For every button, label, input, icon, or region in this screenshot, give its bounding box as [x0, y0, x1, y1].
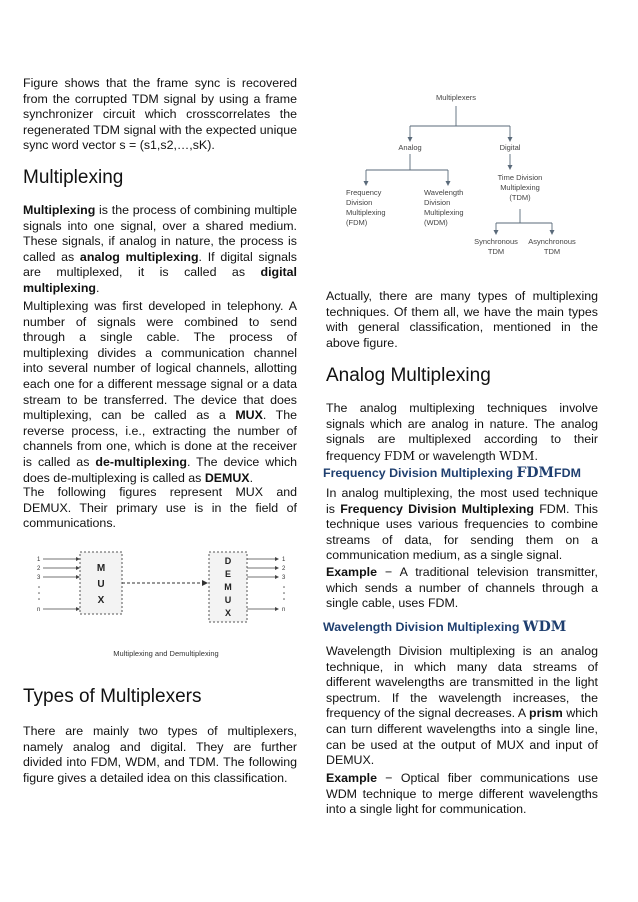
- demux-output-label: 3: [282, 575, 286, 581]
- term-demux: DEMUX: [204, 470, 250, 485]
- heading-types-of-multiplexers: Types of Multiplexers: [23, 686, 202, 707]
- tree-node-tdm-line: Multiplexing: [500, 183, 540, 192]
- term-mux: MUX: [235, 408, 263, 423]
- term-prism: prism: [529, 706, 563, 721]
- paragraph-multiplexing-history: Multiplexing was first developed in telephony. A number of signals were combined to send through a single cable. The process of multiplexing divides a communication channel into several number of logical channels, allotting each one for a different message signal or a data stream to be transferred. The device that does multiplexing, can be called as a MUX. The reverse process, i.e., extracting the number of channels from one, which is done at the receiver is called as de-multiplexing. The device which does de-multiplexing is called as DEMUX.: [23, 299, 298, 485]
- paragraph-wdm-example: Example − Optical fiber communications use WDM technique to merge different wavelengths into a single light for communication.: [326, 771, 598, 817]
- mux-letter: X: [97, 595, 105, 606]
- paragraph-fdm-example: Example − A traditional television transmitter, which sends a number of channels through a single cable, uses FDM.: [326, 565, 598, 611]
- demux-letter: E: [224, 569, 232, 579]
- term-analog-multiplexing: analog multiplexing: [79, 249, 199, 264]
- tree-node-sync-tdm: Synchronous: [474, 237, 518, 246]
- demux-output-lines: [247, 559, 275, 609]
- term-digital-multiplexing: digital multiplexing: [23, 265, 297, 295]
- demux-letter: D: [224, 556, 232, 566]
- tree-node-digital: Digital: [499, 143, 521, 152]
- multiplexer-classification-tree: [326, 88, 598, 264]
- figure-caption-mux-demux: Multiplexing and Demultiplexing: [113, 649, 219, 658]
- term-demultiplexing: de-multiplexing: [95, 454, 187, 469]
- mux-letter: M: [96, 563, 106, 574]
- tree-node-fdm-line: (FDM): [346, 218, 368, 227]
- tree-node-fdm-line: Multiplexing: [346, 208, 386, 217]
- demux-output-label: 2: [282, 566, 286, 572]
- mux-demux-figure: [23, 546, 297, 662]
- mux-input-label: 2: [37, 566, 41, 572]
- tree-node-async-tdm: Asynchronous: [528, 237, 576, 246]
- demux-output-label: n: [282, 607, 286, 613]
- heading-fdm: Frequency Division Multiplexing FDMFDM: [323, 465, 581, 481]
- tree-node-wdm-line: Wavelength: [424, 188, 464, 197]
- paragraph-analog-intro: The analog multiplexing techniques involve signals which are analog in nature. The analog signals are multiplexed according to their frequency FDM or wavelength WDM.: [326, 401, 598, 463]
- demux-letter: X: [224, 608, 232, 618]
- tree-node-multiplexers: Multiplexers: [435, 93, 477, 102]
- heading-multiplexing: Multiplexing: [23, 167, 124, 188]
- demux-output-label: 1: [282, 557, 286, 563]
- paragraph-mux-demux-intro: The following figures represent MUX and DEMUX. Their primary use is in the field of communications.: [23, 485, 297, 531]
- tree-node-tdm-line: Time Division: [497, 173, 543, 182]
- mux-input-label: n: [37, 607, 41, 613]
- tree-node-wdm-line: (WDM): [424, 218, 448, 227]
- tree-node-sync-tdm: TDM: [487, 247, 505, 256]
- paragraph-fdm: In analog multiplexing, the most used technique is Frequency Division Multiplexing FDM. This technique uses various frequencies to combine streams of data, for sending them on a communication medium, as a single signal.: [326, 486, 598, 563]
- paragraph-wdm: Wavelength Division multiplexing is an analog technique, in which many data streams of different wavelengths are transmitted in the light spectrum. If the wavelength increases, the frequency of the signal decreases. A prism which can turn different wavelengths into a single line, can be used at the output of MUX and input of DEMUX.: [326, 644, 598, 768]
- tree-node-analog: Analog: [398, 143, 422, 152]
- term-fdm: Frequency Division Multiplexing: [340, 501, 534, 516]
- heading-analog-multiplexing: Analog Multiplexing: [326, 365, 491, 386]
- mux-letter: U: [97, 579, 105, 590]
- tree-node-tdm-line: (TDM): [509, 193, 531, 202]
- mux-input-lines: [43, 559, 76, 609]
- paragraph-multiplexing-definition: Multiplexing is the process of combining multiple signals into one signal, over a shared medium. These signals, if analog in nature, the process is called as analog multiplexing. If digital signals are multiplexed, it is called as digital multiplexing.: [23, 203, 297, 295]
- paragraph-types-summary: Actually, there are many types of multiplexing techniques. Of them all, we have the main types with general classification, mentioned in the above figure.: [326, 289, 598, 350]
- paragraph-types: There are mainly two types of multiplexers, namely analog and digital. They are further divided into FDM, WDM, and TDM. The following figure gives a detailed idea on this classification.: [23, 724, 297, 785]
- mux-input-label: 3: [37, 575, 41, 581]
- heading-wdm: Wavelength Division Multiplexing WDM: [323, 619, 567, 635]
- tree-node-fdm-line: Division: [346, 198, 373, 207]
- mux-input-label: 1: [37, 557, 41, 563]
- tree-node-async-tdm: TDM: [543, 247, 561, 256]
- demux-letter: U: [224, 595, 232, 605]
- tree-node-wdm-line: Division: [424, 198, 451, 207]
- tree-node-wdm-line: Multiplexing: [424, 208, 464, 217]
- tree-node-fdm-line: Frequency: [346, 188, 382, 197]
- intro-paragraph: Figure shows that the frame sync is recovered from the corrupted TDM signal by using a frame synchronizer circuit which crosscorrelates the regenerated TDM signal with the expected unique sync word vector s = (s1,s2,…,sK).: [23, 76, 297, 153]
- demux-letter: M: [224, 582, 232, 592]
- term-multiplexing: Multiplexing: [23, 203, 96, 217]
